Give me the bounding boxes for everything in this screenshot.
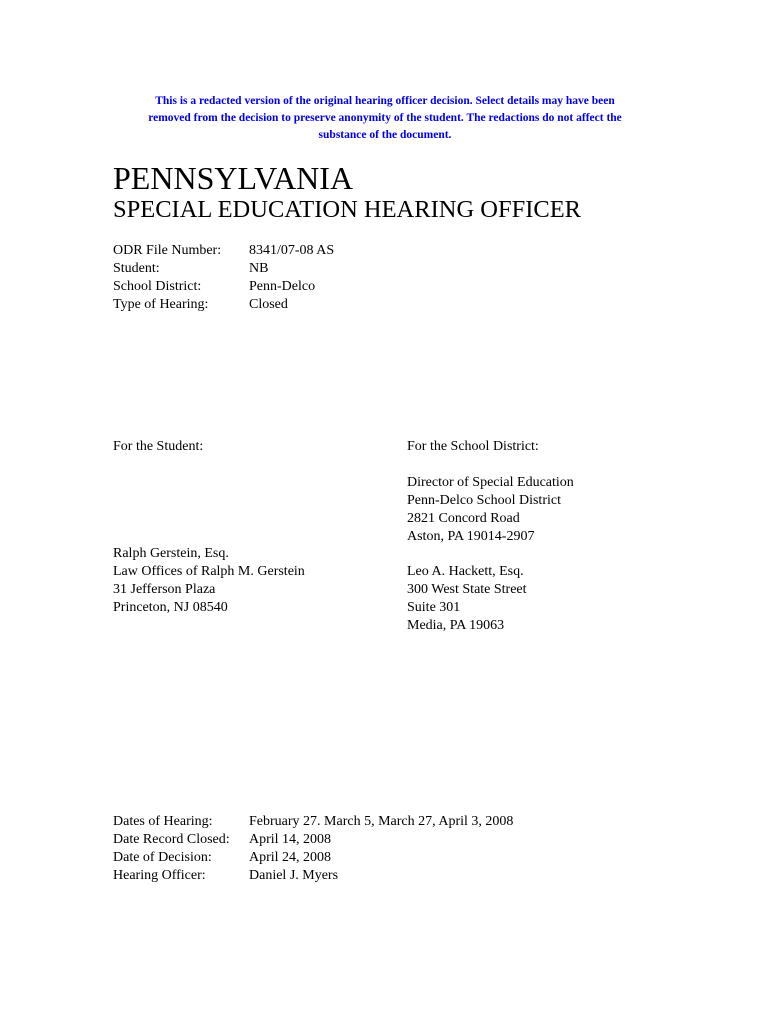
district-counsel-street: 300 West State Street [407, 582, 527, 597]
redaction-notice [100, 93, 670, 144]
hearing-info-label: Hearing Officer: [113, 868, 206, 883]
district-counsel-suite: Suite 301 [407, 600, 461, 615]
case-info-row-student [113, 260, 334, 278]
district-counsel-name: Leo A. Hackett, Esq. [407, 564, 524, 579]
case-info-row-hearing-type [113, 296, 334, 314]
case-info [113, 242, 334, 314]
hearing-info [113, 813, 513, 885]
case-info-row-school-district [113, 278, 334, 296]
hearing-info-value: April 24, 2008 [249, 850, 332, 865]
district-director-address [407, 474, 574, 546]
case-info-label: Student: [113, 261, 160, 276]
case-info-value: Penn-Delco [249, 279, 316, 294]
director-title: Director of Special Education [407, 475, 574, 490]
redaction-notice-line-1: This is a redacted version of the original hearing officer decision. Select details may have been [155, 95, 615, 107]
case-info-label: School District: [113, 279, 202, 294]
student-counsel-firm: Law Offices of Ralph M. Gerstein [113, 564, 305, 579]
district-side-heading [407, 438, 539, 456]
redaction-notice-line-2: removed from the decision to preserve anonymity of the student. The redactions do not affect the [148, 112, 622, 124]
student-counsel-address [113, 545, 305, 617]
hearing-info-label: Dates of Hearing: [113, 814, 213, 829]
district-counsel-address [407, 563, 527, 635]
hearing-info-value: April 14, 2008 [249, 832, 332, 847]
hearing-info-value: February 27. March 5, March 27, April 3, 2008 [249, 814, 514, 829]
hearing-info-label: Date of Decision: [113, 850, 212, 865]
hearing-info-row-decision-date [113, 849, 513, 867]
case-info-value: Closed [249, 297, 288, 312]
director-city: Aston, PA 19014-2907 [407, 529, 535, 544]
hearing-info-row-dates [113, 813, 513, 831]
district-counsel-city: Media, PA 19063 [407, 618, 505, 633]
hearing-info-row-record-closed [113, 831, 513, 849]
director-street: 2821 Concord Road [407, 511, 520, 526]
document-title-state: PENNSYLVANIA [113, 160, 354, 196]
case-info-row-file-number [113, 242, 334, 260]
case-info-value: 8341/07-08 AS [249, 243, 335, 258]
student-side-heading-text: For the Student: [113, 439, 204, 454]
case-info-label: Type of Hearing: [113, 297, 209, 312]
student-side-heading [113, 438, 203, 456]
district-side-heading-text: For the School District: [407, 439, 539, 454]
case-info-value: NB [249, 261, 269, 276]
student-counsel-city: Princeton, NJ 08540 [113, 600, 228, 615]
student-counsel-street: 31 Jefferson Plaza [113, 582, 216, 597]
hearing-info-label: Date Record Closed: [113, 832, 230, 847]
redaction-notice-line-3: substance of the document. [318, 129, 452, 141]
case-info-label: ODR File Number: [113, 243, 222, 258]
document-title-office: SPECIAL EDUCATION HEARING OFFICER [113, 196, 582, 223]
hearing-info-row-officer [113, 867, 513, 885]
hearing-info-value: Daniel J. Myers [249, 868, 339, 883]
student-counsel-name: Ralph Gerstein, Esq. [113, 546, 229, 561]
director-org: Penn-Delco School District [407, 493, 561, 508]
